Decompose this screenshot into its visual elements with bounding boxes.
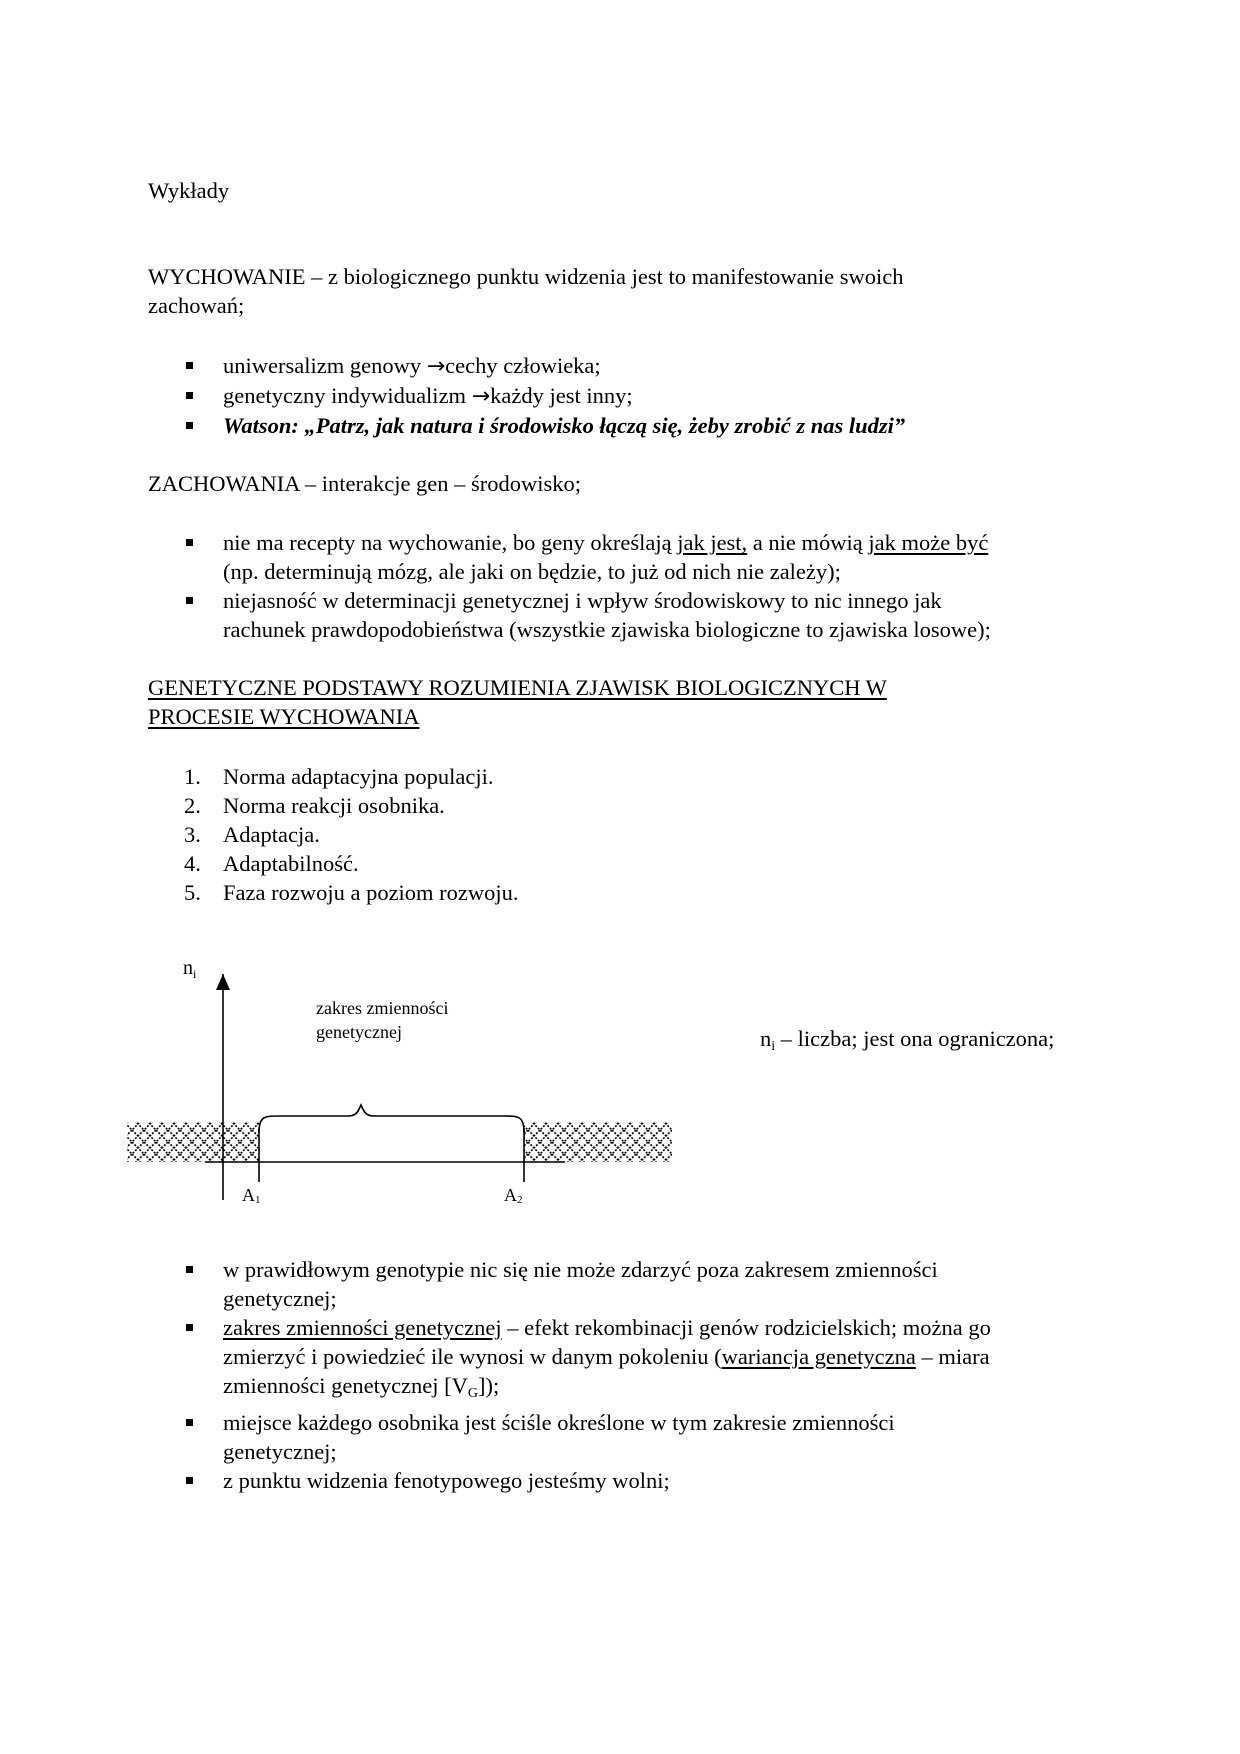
list-item: nie ma recepty na wychowanie, bo geny określają jak jest, a nie mówią jak może być (np. determinują mózg, ale jaki on będzie, to już od nich nie zależy); — [148, 528, 1108, 586]
underlined-phrase: wariancja genetyczna — [721, 1344, 916, 1369]
numbered-list-item: 5. Faza rozwoju a poziom rozwoju. — [184, 880, 519, 905]
list-item: niejasność w determinacji genetycznej i wpływ środowiskowy to nic innego jak rachunek prawdopodobieństwa (wszystkie zjawiska biologiczne to zjawiska losowe); — [148, 586, 1108, 644]
list-item: uniwersalizm genowy →cechy człowieka; — [148, 351, 1108, 381]
section-heading-line1: GENETYCZNE PODSTAWY ROZUMIENIA ZJAWISK BIOLOGICZNYCH W — [148, 675, 887, 700]
bullet-list-1 — [148, 351, 1108, 440]
list-item: w prawidłowym genotypie nic się nie może zdarzyć poza zakresem zmienności genetycznej; — [148, 1255, 1108, 1313]
wychowanie-definition-line2: zachowań; — [148, 293, 245, 318]
range-label-line2: genetycznej — [316, 1022, 402, 1042]
underlined-phrase: zakres zmienności genetycznej — [223, 1315, 502, 1340]
zachowania-definition: ZACHOWANIA – interakcje gen – środowisko; — [148, 471, 582, 496]
list-item: zakres zmienności genetycznej – efekt rekombinacji genów rodzicielskich; można go zmierzyć i powiedzieć ile wynosi w danym pokoleniu (wariancja genetyczna – miara zmienności genetycznej $[V_G]$); — [148, 1313, 1108, 1408]
range-label-line1: zakres zmienności — [316, 998, 449, 1018]
underlined-phrase: jak może być — [868, 530, 989, 555]
arrow-right-icon: → — [471, 384, 491, 409]
range-brace — [259, 1105, 524, 1132]
bullet-list-2 — [148, 528, 1108, 644]
numbered-list-item: 3. Adaptacja. — [184, 822, 320, 847]
numbered-list-item: 2. Norma reakcji osobnika. — [184, 793, 445, 818]
wychowanie-definition-text: – z biologicznego punktu widzenia jest to manifestowanie swoich — [305, 264, 904, 289]
variation-range-diagram — [120, 950, 690, 1210]
axis-label: $n_i$ — [183, 957, 197, 981]
numbered-list-item: 4. Adaptabilność. — [184, 851, 359, 876]
wychowanie-term: WYCHOWANIE — [148, 264, 306, 289]
list-item: genetyczny indywidualizm →każdy jest inny; — [148, 381, 1108, 411]
label-a2: A2 — [504, 1185, 523, 1206]
list-item-watson-quote: Watson: „Patrz, jak natura i środowisko łączą się, żeby zrobić z nas ludzi” — [148, 411, 1108, 440]
hatched-region-right — [524, 1122, 672, 1162]
arrow-right-icon: → — [426, 354, 446, 379]
section-heading-line2: PROCESIE WYCHOWANIA — [148, 704, 420, 729]
vertical-axis — [216, 974, 230, 1200]
wychowanie-definition-line1 — [148, 262, 903, 291]
bullet-list-3 — [148, 1255, 1108, 1495]
label-a1: A1 — [242, 1185, 261, 1206]
side-note: $n_i$ – liczba; jest ona ograniczona; — [760, 1026, 1055, 1054]
numbered-list-item: 1. Norma adaptacyjna populacji. — [184, 764, 494, 789]
hatched-region-left — [127, 1122, 259, 1162]
document-title: Wykłady — [148, 178, 230, 203]
list-item: miejsce każdego osobnika jest ściśle określone w tym zakresie zmienności genetycznej; — [148, 1408, 1108, 1466]
numbered-list — [148, 762, 1108, 907]
list-item: z punktu widzenia fenotypowego jesteśmy wolni; — [148, 1466, 1108, 1495]
underlined-phrase: jak jest, — [677, 530, 748, 555]
